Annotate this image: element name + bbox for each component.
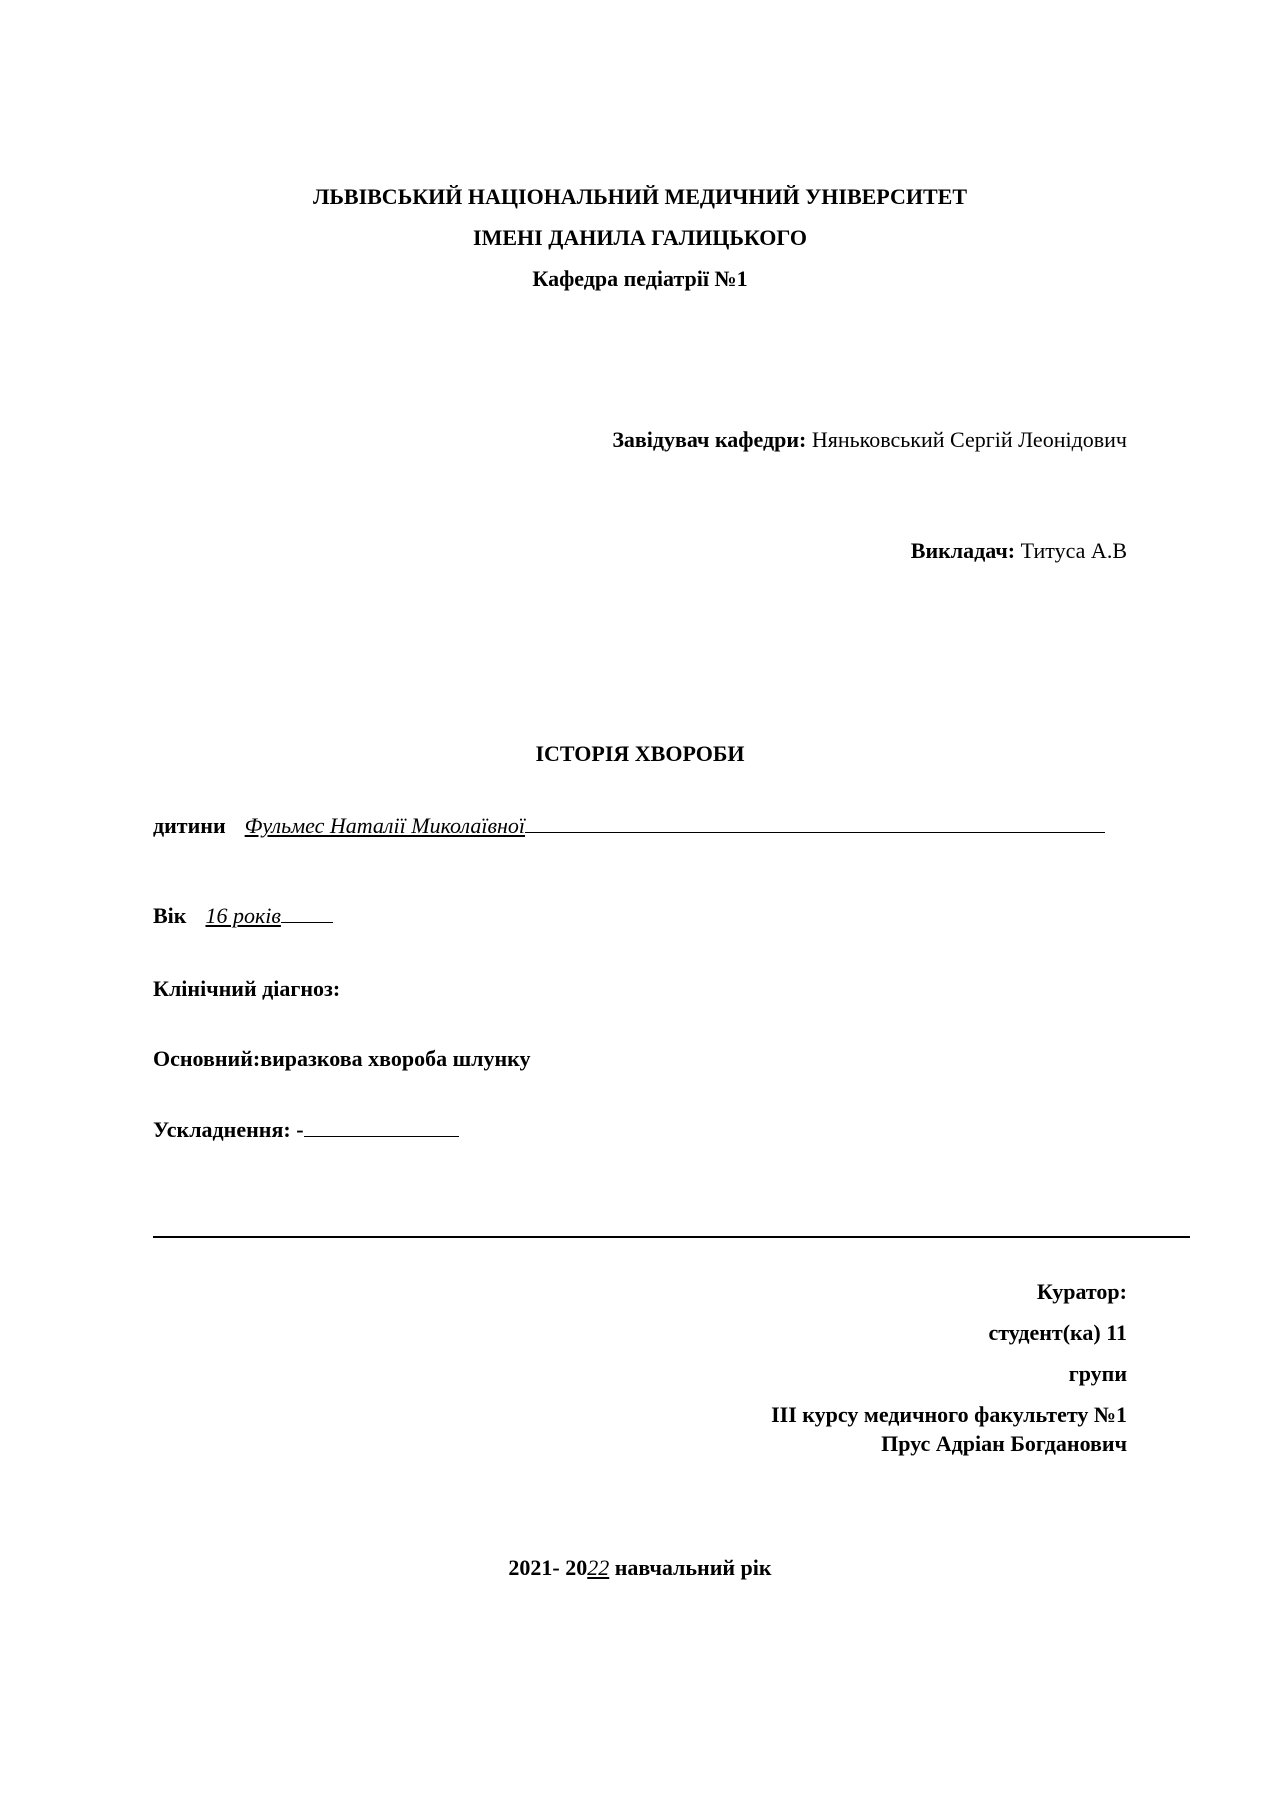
- head-of-department-name: Няньковський Сергій Леонідович: [811, 427, 1127, 452]
- curator-group: групи: [1068, 1361, 1127, 1386]
- academic-year-label: навчальний рік: [609, 1555, 772, 1580]
- curator-name: Прус Адріан Богданович: [881, 1431, 1127, 1456]
- academic-year: [0, 1555, 1280, 1581]
- clinical-diagnosis-label: Клінічний діагноз:: [153, 976, 341, 1001]
- age-fill-line: [281, 904, 333, 923]
- university-name-line2: ІМЕНІ ДАНИЛА ГАЛИЦЬКОГО: [473, 225, 807, 250]
- curator-course: ІІІ курсу медичного факультету №1: [771, 1402, 1127, 1427]
- patient-name: Фульмес Наталії Миколаївної: [244, 813, 526, 838]
- document-title: ІСТОРІЯ ХВОРОБИ: [535, 741, 745, 766]
- age-value: 16 років: [205, 903, 281, 928]
- lecturer: [911, 538, 1127, 564]
- patient-line: [153, 813, 1105, 839]
- main-diagnosis-line: [153, 1046, 531, 1072]
- curator-student: студент(ка) 11: [988, 1320, 1127, 1345]
- complications-line: [153, 1117, 459, 1143]
- main-diagnosis-label: Основний:: [153, 1046, 261, 1071]
- head-of-department: [612, 427, 1127, 453]
- age-line: [153, 903, 333, 929]
- academic-year-prefix: 2021- 20: [508, 1555, 588, 1580]
- section-divider: [153, 1236, 1190, 1238]
- university-name-line1: ЛЬВІВСЬКИЙ НАЦІОНАЛЬНИЙ МЕДИЧНИЙ УНІВЕРСИТЕТ: [312, 184, 968, 209]
- department-name: Кафедра педіатрії №1: [532, 266, 748, 291]
- patient-fill-line: [525, 814, 1105, 833]
- patient-label: дитини: [153, 813, 226, 838]
- curator-label: Куратор:: [1036, 1279, 1127, 1304]
- complications-fill-line: [304, 1118, 459, 1137]
- lecturer-name: Титуса А.В: [1020, 538, 1127, 563]
- age-label: Вік: [153, 903, 187, 928]
- head-of-department-label: Завідувач кафедри:: [612, 427, 807, 452]
- main-diagnosis-value: виразкова хвороба шлунку: [260, 1046, 531, 1071]
- complications-value: -: [296, 1117, 304, 1142]
- lecturer-label: Викладач:: [910, 538, 1016, 563]
- complications-label: Ускладнення:: [153, 1117, 291, 1142]
- academic-year-suffix-digits: 22: [587, 1555, 610, 1580]
